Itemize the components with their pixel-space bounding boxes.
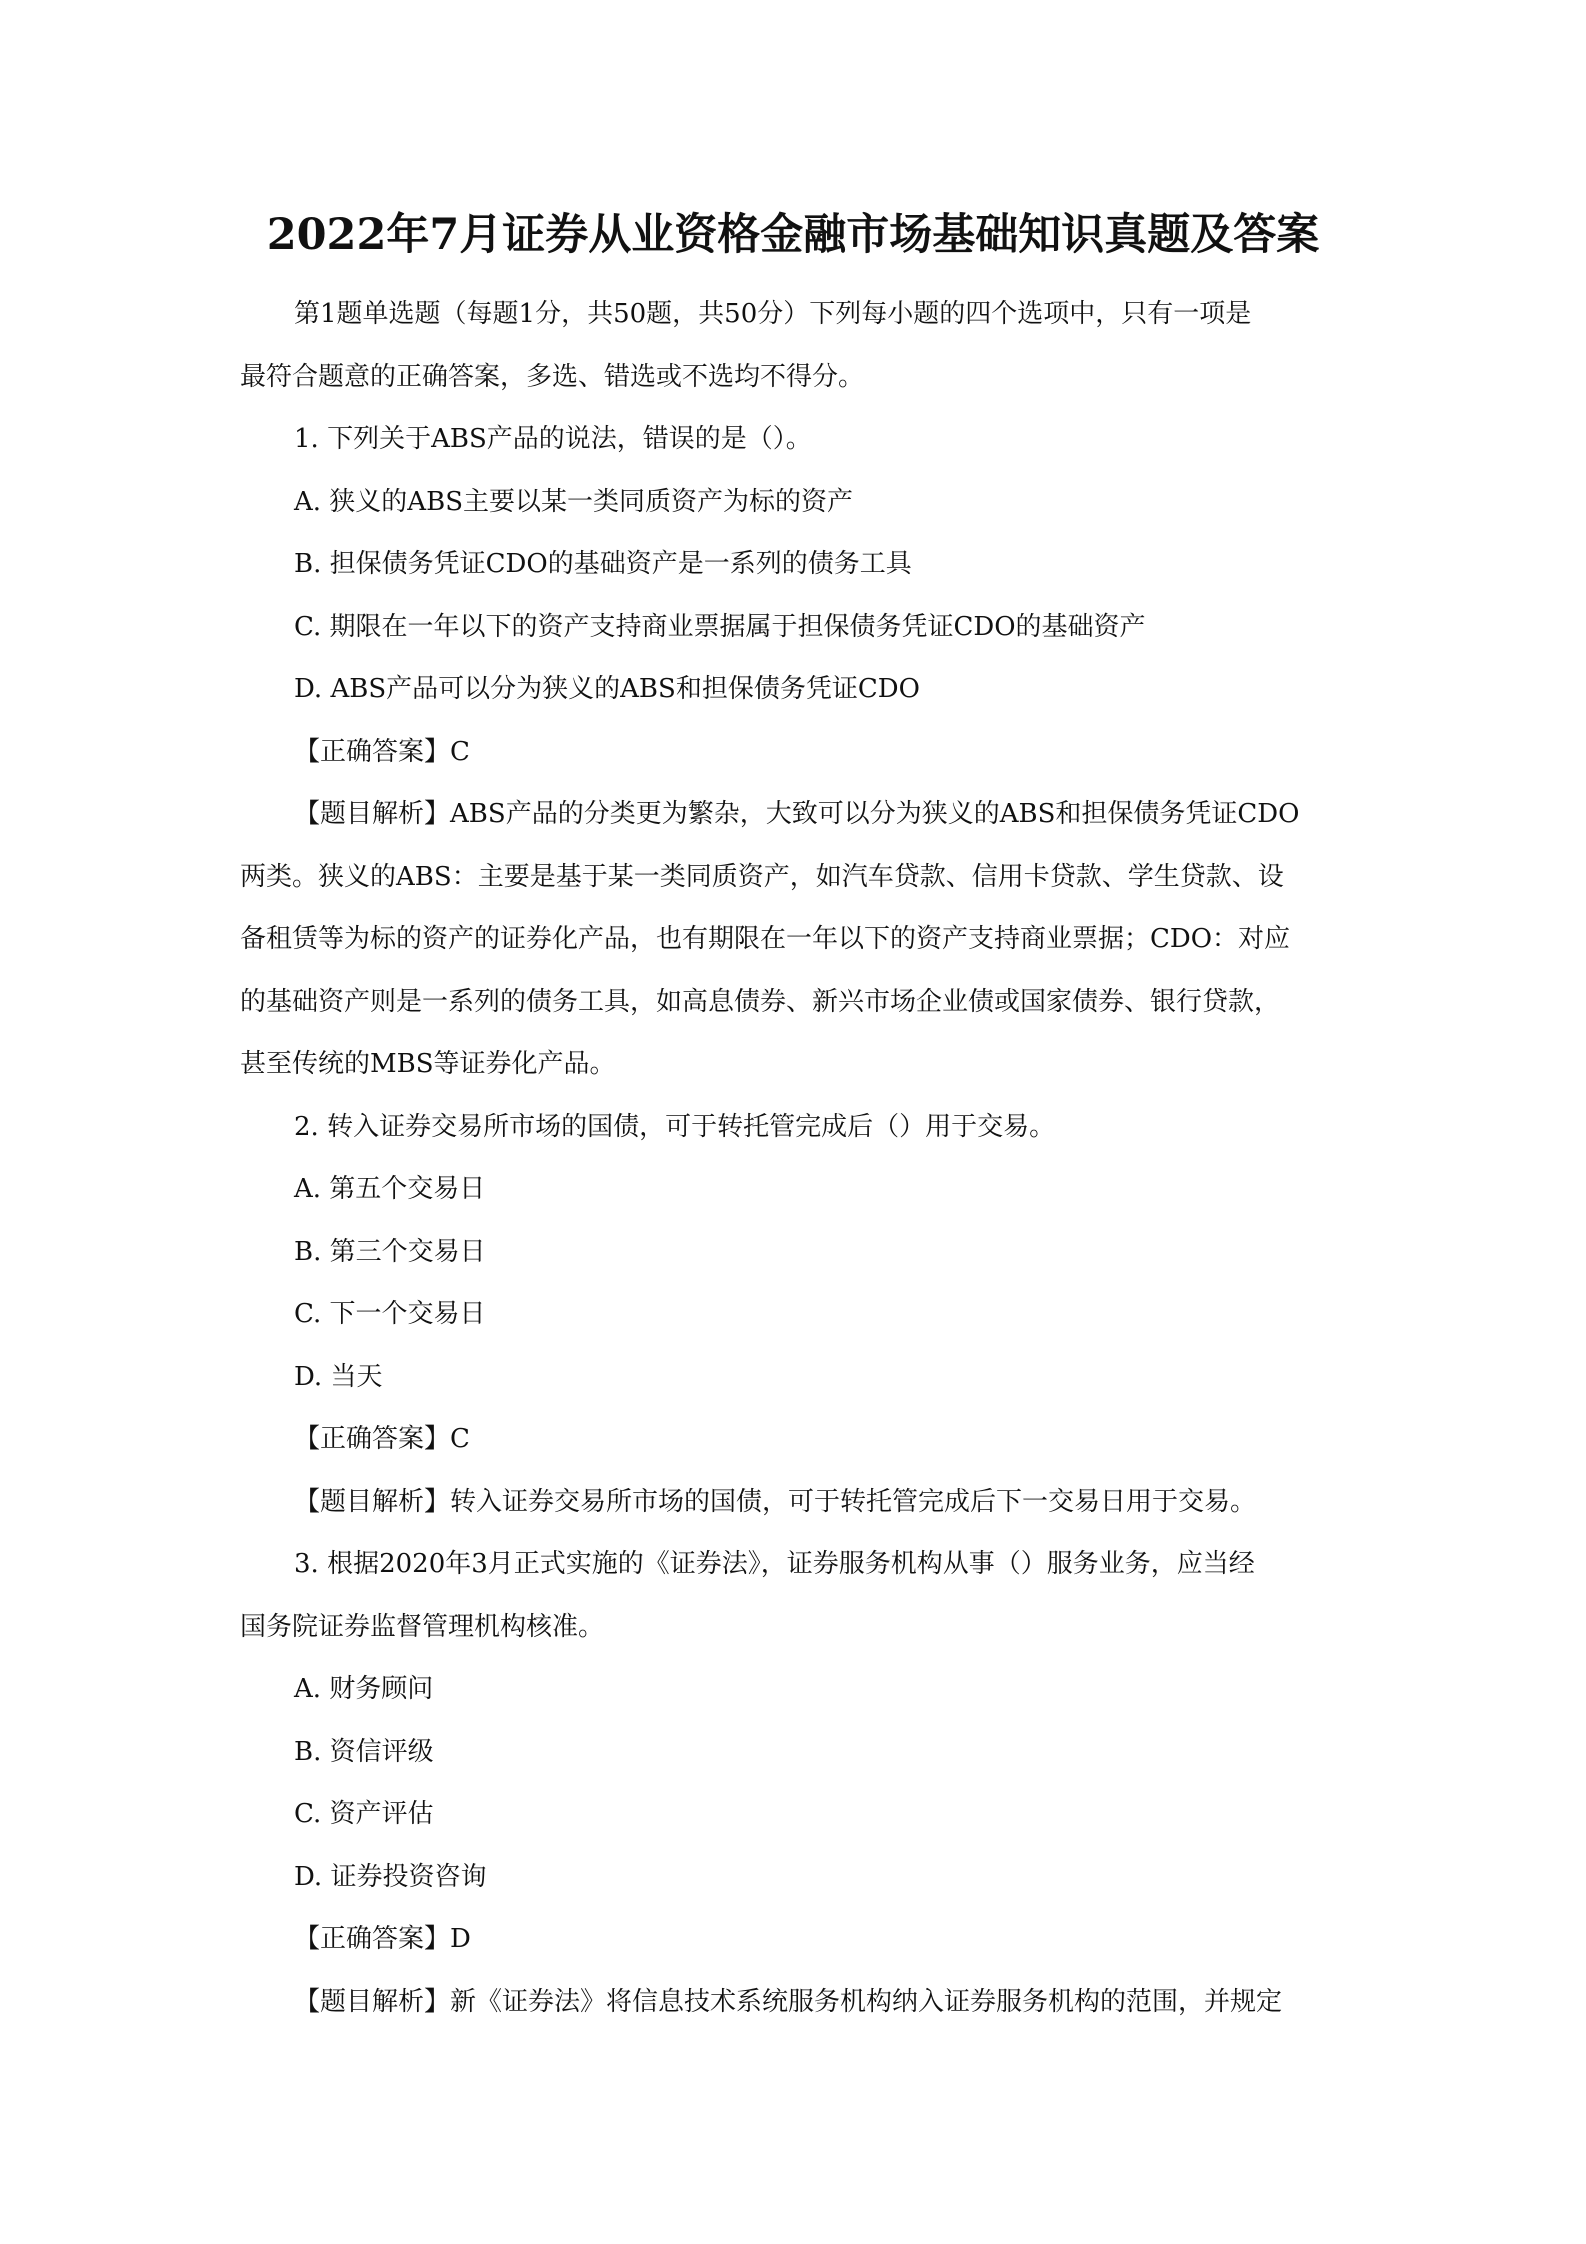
question-2-option-c: C. 下一个交易日 [294, 1299, 486, 1329]
document-body [240, 283, 1350, 2033]
question-3-option-c: C. 资产评估 [294, 1799, 434, 1829]
section-intro-line-2: 最符合题意的正确答案，多选、错选或不选均不得分。 [240, 361, 865, 392]
question-1-analysis-line-2: 两类。狭义的ABS：主要是基于某一类同质资产，如汽车贷款、信用卡贷款、学生贷款、设 [240, 861, 1284, 892]
question-1-analysis-line-4: 的基础资产则是一系列的债务工具，如高息债券、新兴市场企业债或国家债券、银行贷款， [240, 986, 1281, 1017]
question-1-analysis-line-5: 甚至传统的MBS等证券化产品。 [240, 1049, 616, 1079]
question-3-analysis-line-1: 【题目解析】新《证券法》将信息技术系统服务机构纳入证券服务机构的范围，并规定 [294, 1986, 1283, 2017]
question-1-option-b: B. 担保债务凭证CDO的基础资产是一系列的债务工具 [294, 549, 912, 579]
question-1-option-d: D. ABS产品可以分为狭义的ABS和担保债务凭证CDO [294, 674, 920, 704]
question-1-analysis-line-3: 备租赁等为标的资产的证券化产品，也有期限在一年以下的资产支持商业票据；CDO：对应 [240, 924, 1291, 954]
question-2-stem: 2. 转入证券交易所市场的国债，可于转托管完成后（）用于交易。 [294, 1111, 1056, 1142]
question-2-option-b: B. 第三个交易日 [294, 1236, 486, 1267]
section-intro-line-1: 第1题单选题（每题1分，共50题，共50分）下列每小题的四个选项中，只有一项是 [294, 299, 1252, 329]
question-3-option-a: A. 财务顾问 [294, 1674, 434, 1704]
question-1-option-a: A. 狭义的ABS主要以某一类同质资产为标的资产 [294, 486, 854, 517]
question-2-analysis-line-1: 【题目解析】转入证券交易所市场的国债，可于转托管完成后下一交易日用于交易。 [294, 1486, 1257, 1517]
document-title: 2022年7月证券从业资格金融市场基础知识真题及答案 [266, 210, 1320, 260]
question-3-stem-line-1: 3. 根据2020年3月正式实施的《证券法》，证券服务机构从事（）服务业务，应当经 [294, 1549, 1255, 1579]
question-2-answer: 【正确答案】C [294, 1424, 470, 1454]
question-3-stem-line-2: 国务院证券监督管理机构核准。 [240, 1611, 605, 1642]
question-1-option-c: C. 期限在一年以下的资产支持商业票据属于担保债务凭证CDO的基础资产 [294, 611, 1146, 642]
question-2-option-d: D. 当天 [294, 1361, 383, 1392]
question-1-analysis-line-1: 【题目解析】ABS产品的分类更为繁杂，大致可以分为狭义的ABS和担保债务凭证CDO [294, 799, 1300, 829]
question-3-answer: 【正确答案】D [294, 1924, 471, 1954]
question-3-option-d: D. 证券投资咨询 [294, 1861, 487, 1892]
question-3-option-b: B. 资信评级 [294, 1736, 434, 1767]
question-2-option-a: A. 第五个交易日 [294, 1174, 486, 1204]
question-1-stem: 1. 下列关于ABS产品的说法，错误的是（）。 [294, 424, 812, 454]
question-1-answer: 【正确答案】C [294, 736, 470, 767]
